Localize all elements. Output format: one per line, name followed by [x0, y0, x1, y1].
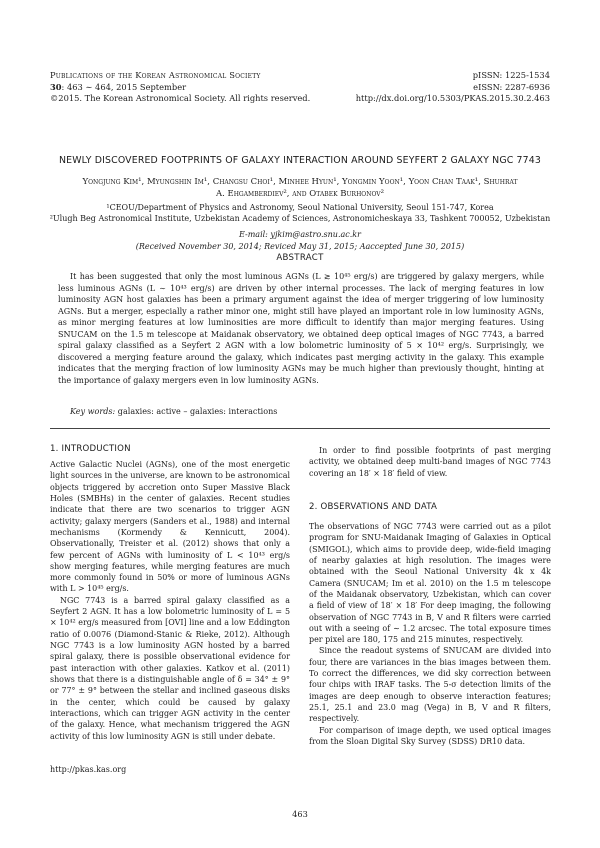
affiliation-1: ¹CEOU/Department of Physics and Astronomy, Seoul National University, Seoul 151-747, Korea — [106, 203, 494, 212]
keywords-label: Key words: — [70, 407, 116, 416]
author-list — [45, 177, 555, 200]
section-1-heading: 1. INTRODUCTION — [50, 444, 131, 454]
abstract-text: It has been suggested that only the most luminous AGNs (L ≳ 10⁴⁵ erg/s) are triggered by galaxy mergers, while less luminous AGNs (L ∼ 10⁴³ erg/s) are driven by other internal processes. The lack of merging features in low luminosity AGN host galaxies has been a primary argument against the idea of merger triggering of low luminosity AGNs. But a merger, especially a rather minor one, might still have played an important role in low luminosity AGNs, as minor merging features at low luminosities are more difficult to identify than major merging features. Using SNUCAM on the 1.5 m telescope at Maidanak observatory, we obtained deep optical images of NGC 7743, a barred spiral galaxy classified as a Seyfert 2 AGN with a low bolometric luminosity of 5 × 10⁴² erg/s. Surprisingly, we discovered a merging feature around the galaxy, which indicates past merging activity in the galaxy. This example indicates that the merging fraction of low luminosity AGNs may be much higher than previously thought, hinting at the importance of galaxy mergers even in low luminosity AGNs. — [58, 272, 544, 385]
abstract-heading: ABSTRACT — [276, 253, 324, 263]
footnote-url[interactable]: http://pkas.kas.org — [50, 765, 127, 774]
section-2-heading: 2. OBSERVATIONS AND DATA — [309, 502, 438, 512]
obs-paragraph-2: Since the readout systems of SNUCAM are divided into four, there are variances in the bias images between them. To correct the differences, we did sky correction between four chips with IRAF tasks. The 5-σ detection limits of the images are deep enough to observe interaction features; 25.1, 25.1 and 23.0 mag (Vega) in B, V and R filters, respectively. — [309, 646, 551, 724]
received-dates: (Received November 30, 2014; Reviced May 31, 2015; Aaccepted June 30, 2015) — [135, 242, 465, 251]
issn-header — [330, 70, 550, 105]
right-column — [309, 521, 551, 747]
obs-paragraph-1: The observations of NGC 7743 were carried out as a pilot program for SNU-Maidanak Imaging of Galaxies in Optical (SMIGOL), which aims to provide deep, wide-field imaging of nearby galaxies at high resolution. The images were obtained with the Seoul National University 4k x 4k Camera (SNUCAM; Im et al. 2010) on the 1.5 m telescope of the Maidanak observatory, Uzbekistan, which can cover a field of view of 18′ × 18′ For deep imaging, the following observation of NGC 7743 in B, V and R filters were carried out with a seeing of ∼ 1.2 arcsec. The total exposure times per pixel are 180, 175 and 215 minutes, respectively. — [309, 522, 551, 645]
keywords-text: galaxies: active – galaxies: interactions — [115, 407, 278, 416]
intro-paragraph-2: NGC 7743 is a barred spiral galaxy classified as a Seyfert 2 AGN. It has a low bolometric luminosity of L = 5 × 10⁴² erg/s measured from [OVI] line and a low Eddington ratio of 0.0076 (Diamond-Stanic & Rieke, 2012). Although NGC 7743 is a low luminosity AGN hosted by a barred spiral galaxy, there is possible observational evidence for past interaction with other galaxies. Katkov et al. (2011) shows that there is a distinguishable angle of δ = 34° ± 9° or 77° ± 9° between the stellar and inclined gaseous disks in the center, which could be caused by galaxy interactions, which can trigger AGN activity in the center of the galaxy. Hence, what mechanism triggered the AGN activity of this low luminosity AGN is still under debate. — [50, 595, 290, 741]
authors-line-1: Yongjung Kim¹, Myungshin Im¹, Changsu Choi¹, Minhee Hyun¹, Yongmin Yoon¹, Yoon Chan Taak¹, Shuhrat — [82, 177, 518, 187]
journal-name: Publications of the Korean Astronomical Society — [50, 70, 261, 80]
copyright: ©2015. The Korean Astronomical Society. All rights reserved. — [50, 93, 311, 103]
left-column — [50, 459, 290, 742]
paper-title: NEWLY DISCOVERED FOOTPRINTS OF GALAXY INTERACTION AROUND SEYFERT 2 GALAXY NGC 7743 — [58, 155, 542, 166]
right-column-top — [309, 445, 551, 479]
affiliation-2: ²Ulugh Beg Astronomical Institute, Uzbekistan Academy of Sciences, Astronomicheskaya 33, Tashkent 700052, Uzbekistan — [49, 214, 551, 224]
volume-number: 30 — [50, 81, 62, 92]
affiliations — [40, 202, 560, 225]
pissn: pISSN: 1225-1534 — [472, 70, 550, 80]
doi-link[interactable]: http://dx.doi.org/10.5303/PKAS.2015.30.2.463 — [355, 93, 550, 103]
obs-paragraph-3: For comparison of image depth, we used optical images from the Sloan Digital Sky Survey (SDSS) DR10 data. — [309, 725, 551, 746]
eissn: eISSN: 2287-6936 — [473, 81, 550, 92]
intro-paragraph-3: In order to find possible footprints of past merging activity, we obtained deep multi-band images of NGC 7743 covering an 18′ × 18′ field of view. — [309, 446, 551, 478]
page-number: 463 — [292, 809, 308, 819]
contact-email[interactable]: E-mail: yjkim@astro.snu.ac.kr — [239, 230, 361, 239]
intro-paragraph-1: Active Galactic Nuclei (AGNs), one of the most energetic light sources in the universe, are known to be astronomical objects triggered by accretion onto Super Massive Black Holes (SMBHs) in the center of galaxies. Recent studies indicate that there are two scenarios to trigger AGN activity; galaxy mergers (Sanders et al., 1988) and internal mechanisms (Kormendy & Kennicutt, 2004). Observationally, Treister et al. (2012) shows that only a few percent of AGNs with luminosity of L < 10⁴³ erg/s show merging features, while merging features are much more commonly found in 50% or more of luminous AGNs with L > 10⁴⁵ erg/s. — [50, 460, 290, 594]
authors-line-2: A. Ehgamberdiev², and Otabek Burhonov² — [215, 188, 385, 199]
keywords — [70, 407, 540, 416]
volume-pages: : 463 ∼ 464, 2015 September — [61, 81, 187, 92]
abstract — [58, 271, 544, 386]
section-divider — [50, 428, 550, 429]
